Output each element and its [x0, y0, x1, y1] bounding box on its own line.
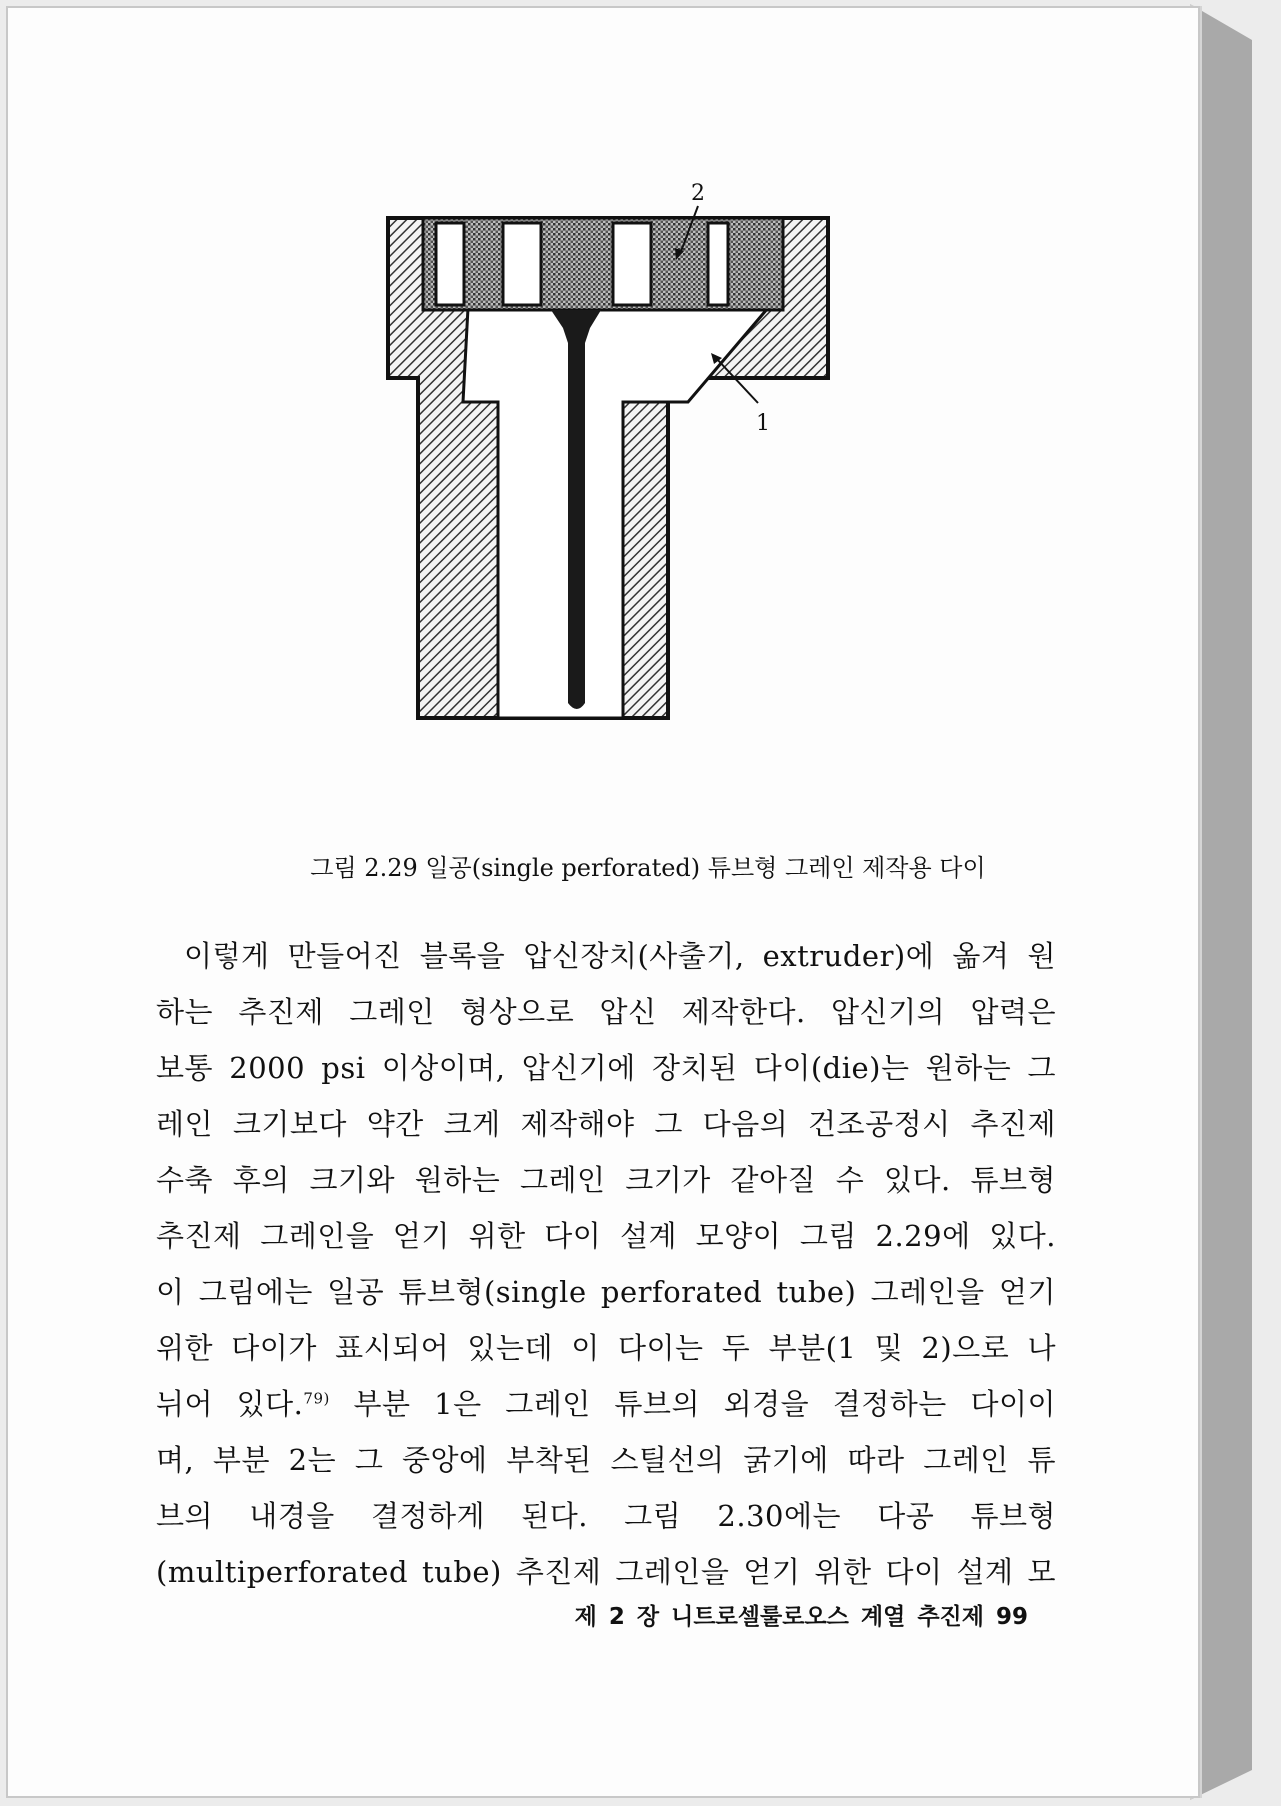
label-part-2: 2 [691, 181, 705, 206]
insert-hole [613, 223, 651, 305]
text-segment: 뉘어 있다. [156, 1387, 304, 1421]
figure-caption: 그림 2.29 일공(single perforated) 튜브형 그레인 제작용 다이 [310, 854, 986, 882]
text-line: 보통 2000 psi 이상이며, 압신기에 장치된 다이(die)는 원하는 그 [156, 1051, 1056, 1085]
book-spine [1190, 0, 1260, 1806]
body-paragraph [156, 928, 1056, 1600]
text-line: 레인 크기보다 약간 크게 제작해야 그 다음의 건조공정시 추진제 [156, 1107, 1056, 1141]
running-footer: 제 2 장 니트로셀룰로오스 계열 추진제 99 [574, 1604, 1028, 1630]
die-diagram [368, 178, 848, 828]
text-line: (multiperforated tube) 추진제 그레인을 얻기 위한 다이 설계 모 [156, 1555, 1056, 1589]
text-line: 며, 부분 2는 그 중앙에 부착된 스틸선의 굵기에 따라 그레인 튜 [156, 1443, 1056, 1477]
insert-hole [503, 223, 541, 305]
text-line: 브의 내경을 결정하게 된다. 그림 2.30에는 다공 튜브형 [156, 1499, 1056, 1533]
insert-hole [708, 223, 728, 305]
text-line: 이렇게 만들어진 블록을 압신장치(사출기, extruder)에 옮겨 원 [184, 939, 1056, 973]
text-line: 수축 후의 크기와 원하는 그레인 크기가 같아질 수 있다. 튜브형 [156, 1163, 1056, 1197]
label-part-1: 1 [756, 411, 770, 436]
text-segment: 부분 1은 그레인 튜브의 외경을 결정하는 다이이 [329, 1387, 1056, 1421]
text-line [156, 1376, 1056, 1432]
book-page [6, 6, 1200, 1798]
footnote-ref: 79) [303, 1389, 330, 1408]
text-line: 추진제 그레인을 얻기 위한 다이 설계 모양이 그림 2.29에 있다. [156, 1219, 1056, 1253]
text-line: 위한 다이가 표시되어 있는데 이 다이는 두 부분(1 및 2)으로 나 [156, 1331, 1056, 1365]
text-line: 하는 추진제 그레인 형상으로 압신 제작한다. 압신기의 압력은 [156, 995, 1056, 1029]
text-line: 이 그림에는 일공 튜브형(single perforated tube) 그레인을 얻기 [156, 1275, 1056, 1309]
insert-hole [436, 223, 464, 305]
